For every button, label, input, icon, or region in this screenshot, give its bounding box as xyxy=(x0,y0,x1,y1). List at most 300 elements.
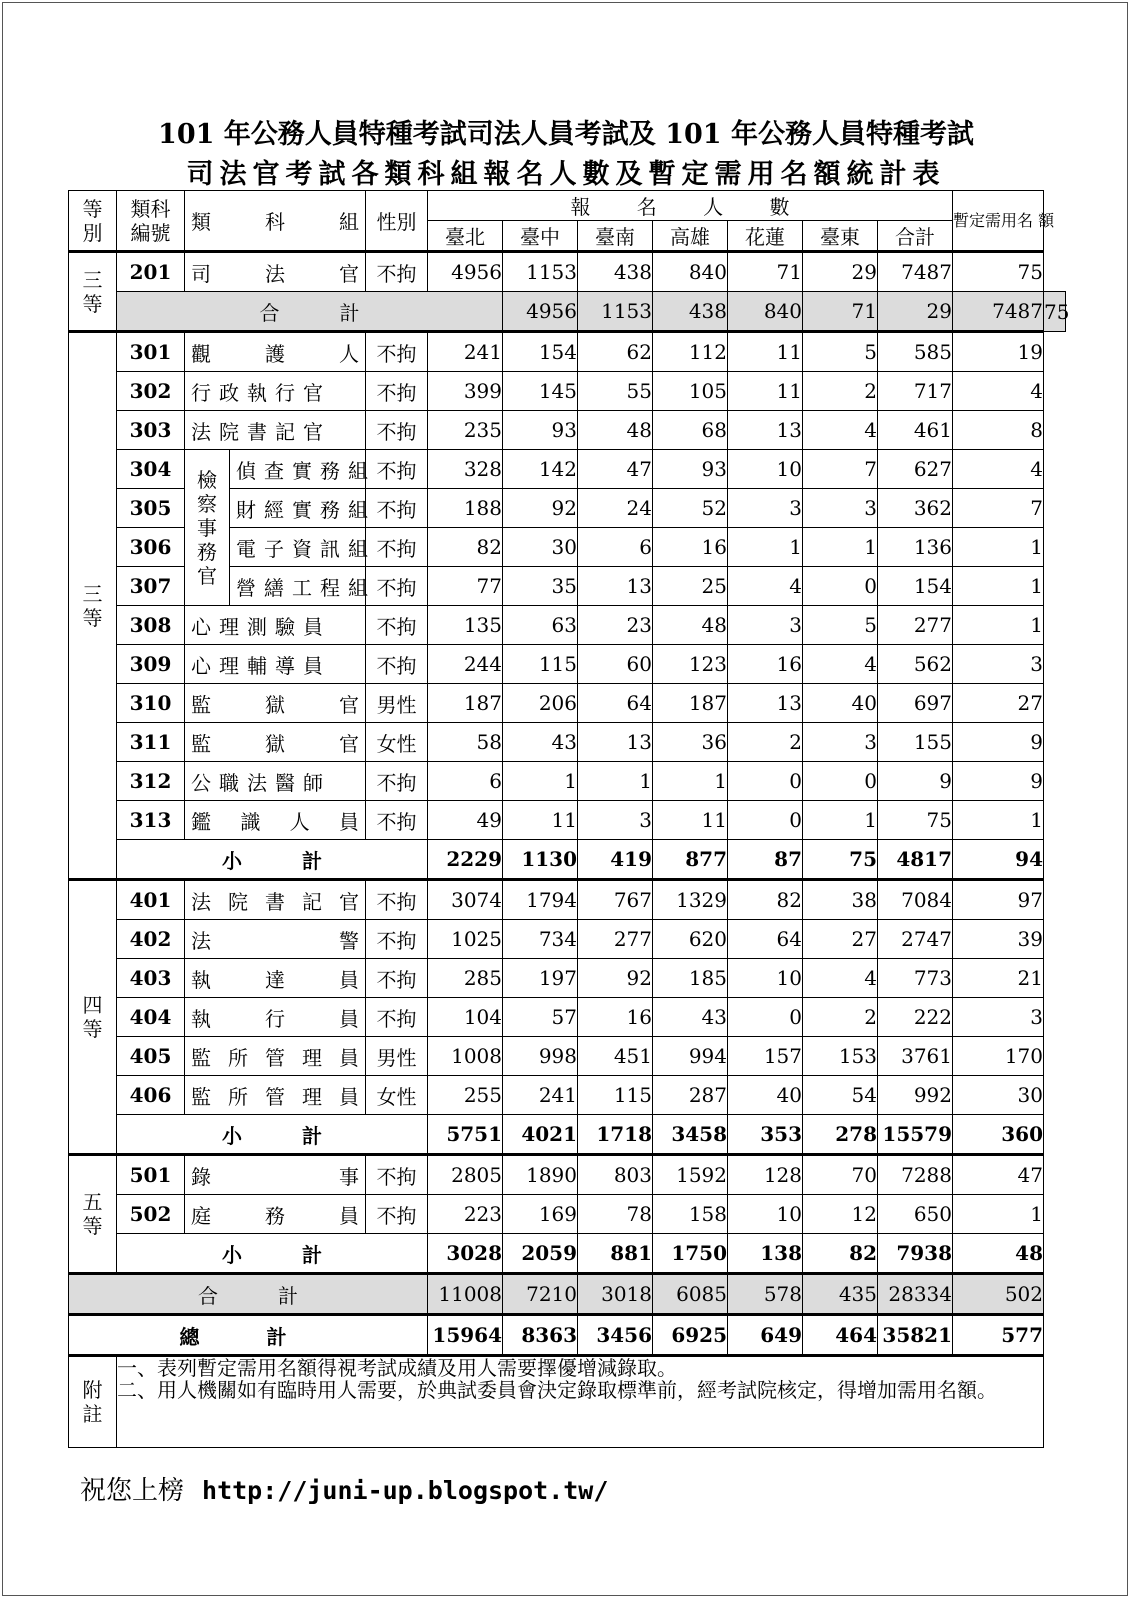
subtotal-row xyxy=(69,1234,1066,1274)
subject-name: 監 獄 官 xyxy=(185,684,366,723)
gender-cell: 不拘 xyxy=(366,920,428,959)
value-cell: 360 xyxy=(953,1115,1044,1155)
value-cell: 3761 xyxy=(878,1037,953,1076)
gender-cell: 女性 xyxy=(366,1076,428,1115)
value-cell: 135 xyxy=(428,606,503,645)
value-cell: 82 xyxy=(803,1234,878,1274)
value-cell: 97 xyxy=(953,880,1044,920)
value-cell: 155 xyxy=(878,723,953,762)
value-cell: 697 xyxy=(878,684,953,723)
header-region-kaohsiung: 高雄 xyxy=(653,221,728,252)
value-cell: 1130 xyxy=(503,840,578,880)
header-region-taichung: 臺中 xyxy=(503,221,578,252)
gender-cell: 不拘 xyxy=(366,645,428,684)
value-cell: 49 xyxy=(428,801,503,840)
gender-cell: 不拘 xyxy=(366,1195,428,1234)
subject-name: 執 行 員 xyxy=(185,998,366,1037)
value-cell: 1718 xyxy=(578,1115,653,1155)
subject-code: 402 xyxy=(117,920,185,959)
value-cell: 3 xyxy=(803,489,878,528)
value-cell: 1329 xyxy=(653,880,728,920)
gender-cell: 不拘 xyxy=(366,880,428,920)
value-cell: 4 xyxy=(953,372,1044,411)
value-cell: 562 xyxy=(878,645,953,684)
value-cell: 15964 xyxy=(428,1315,503,1356)
value-cell: 502 xyxy=(953,1274,1044,1315)
value-cell: 154 xyxy=(503,332,578,372)
header-code: 類科編號 xyxy=(117,191,185,252)
header-region-tainan: 臺南 xyxy=(578,221,653,252)
subtotal-label: 小 計 xyxy=(117,840,428,880)
value-cell: 9 xyxy=(953,723,1044,762)
value-cell: 578 xyxy=(728,1274,803,1315)
value-cell: 10 xyxy=(728,1195,803,1234)
value-cell: 4 xyxy=(803,645,878,684)
value-cell: 3 xyxy=(953,998,1044,1037)
value-cell: 222 xyxy=(878,998,953,1037)
value-cell: 16 xyxy=(728,645,803,684)
value-cell: 75 xyxy=(803,840,878,880)
value-cell: 4 xyxy=(803,959,878,998)
sum-label: 合 計 xyxy=(69,1274,428,1315)
value-cell: 71 xyxy=(803,292,878,332)
value-cell: 115 xyxy=(503,645,578,684)
value-cell: 3 xyxy=(578,801,653,840)
gender-cell: 不拘 xyxy=(366,567,428,606)
value-cell: 2805 xyxy=(428,1155,503,1195)
value-cell: 11 xyxy=(728,372,803,411)
value-cell: 0 xyxy=(728,801,803,840)
value-cell: 1025 xyxy=(428,920,503,959)
subject-code: 305 xyxy=(117,489,185,528)
value-cell: 1 xyxy=(953,528,1044,567)
gender-cell: 不拘 xyxy=(366,528,428,567)
subject-code: 309 xyxy=(117,645,185,684)
value-cell: 16 xyxy=(578,998,653,1037)
notes-text xyxy=(117,1356,1044,1448)
value-cell: 64 xyxy=(728,920,803,959)
subtotal-label: 小 計 xyxy=(117,1234,428,1274)
value-cell: 0 xyxy=(803,762,878,801)
value-cell: 39 xyxy=(953,920,1044,959)
subject-code: 310 xyxy=(117,684,185,723)
table-row xyxy=(69,1076,1066,1115)
grade-label: 三等 xyxy=(69,332,117,880)
gender-cell: 女性 xyxy=(366,723,428,762)
subject-code: 303 xyxy=(117,411,185,450)
value-cell: 71 xyxy=(728,252,803,292)
value-cell: 241 xyxy=(503,1076,578,1115)
value-cell: 7084 xyxy=(878,880,953,920)
value-cell: 451 xyxy=(578,1037,653,1076)
value-cell: 2 xyxy=(803,998,878,1037)
gender-cell: 不拘 xyxy=(366,762,428,801)
total-row xyxy=(69,292,1066,332)
value-cell: 29 xyxy=(803,252,878,292)
header-grade: 等別 xyxy=(69,191,117,252)
value-cell: 435 xyxy=(803,1274,878,1315)
value-cell: 577 xyxy=(953,1315,1044,1356)
value-cell: 881 xyxy=(578,1234,653,1274)
table-row xyxy=(69,252,1066,292)
value-cell: 105 xyxy=(653,372,728,411)
value-cell: 717 xyxy=(878,372,953,411)
value-cell: 40 xyxy=(728,1076,803,1115)
subject-name: 心理輔導員 xyxy=(185,645,366,684)
gender-cell: 不拘 xyxy=(366,372,428,411)
value-cell: 6 xyxy=(578,528,653,567)
gender-cell: 不拘 xyxy=(366,332,428,372)
grand-total-label: 總 計 xyxy=(69,1315,428,1356)
value-cell: 25 xyxy=(653,567,728,606)
value-cell: 19 xyxy=(953,332,1044,372)
value-cell: 75 xyxy=(1044,292,1066,332)
value-cell: 5751 xyxy=(428,1115,503,1155)
value-cell: 13 xyxy=(578,567,653,606)
value-cell: 1153 xyxy=(503,252,578,292)
value-cell: 840 xyxy=(728,292,803,332)
value-cell: 36 xyxy=(653,723,728,762)
value-cell: 48 xyxy=(953,1234,1044,1274)
grade-label: 三等 xyxy=(69,252,117,332)
gender-cell: 不拘 xyxy=(366,411,428,450)
table-row xyxy=(69,1037,1066,1076)
header-region-total: 合計 xyxy=(878,221,953,252)
table-row xyxy=(69,801,1066,840)
value-cell: 12 xyxy=(803,1195,878,1234)
value-cell: 4 xyxy=(728,567,803,606)
value-cell: 2059 xyxy=(503,1234,578,1274)
value-cell: 1 xyxy=(953,801,1044,840)
value-cell: 2229 xyxy=(428,840,503,880)
value-cell: 1153 xyxy=(578,292,653,332)
value-cell: 1 xyxy=(953,1195,1044,1234)
value-cell: 92 xyxy=(578,959,653,998)
subject-name: 監 所 管 理 員 xyxy=(185,1076,366,1115)
table-row xyxy=(69,920,1066,959)
value-cell: 3028 xyxy=(428,1234,503,1274)
value-cell: 187 xyxy=(428,684,503,723)
value-cell: 5 xyxy=(803,606,878,645)
value-cell: 877 xyxy=(653,840,728,880)
value-cell: 1 xyxy=(953,606,1044,645)
subject-name: 執 達 員 xyxy=(185,959,366,998)
table-row xyxy=(69,1195,1066,1234)
value-cell: 650 xyxy=(878,1195,953,1234)
value-cell: 235 xyxy=(428,411,503,450)
value-cell: 620 xyxy=(653,920,728,959)
value-cell: 773 xyxy=(878,959,953,998)
value-cell: 40 xyxy=(803,684,878,723)
value-cell: 43 xyxy=(653,998,728,1037)
note-line-2: 二、用人機關如有臨時用人需要，於典試委員會決定錄取標準前，經考試院核定，得增加需用名額。 xyxy=(117,1378,997,1402)
table-row xyxy=(69,1155,1066,1195)
value-cell: 1008 xyxy=(428,1037,503,1076)
value-cell: 27 xyxy=(803,920,878,959)
value-cell: 11 xyxy=(503,801,578,840)
value-cell: 244 xyxy=(428,645,503,684)
subject-name: 觀 護 人 xyxy=(185,332,366,372)
value-cell: 2747 xyxy=(878,920,953,959)
subject-name: 營繕工程組 xyxy=(230,567,366,606)
value-cell: 11 xyxy=(653,801,728,840)
subject-name: 公職法醫師 xyxy=(185,762,366,801)
value-cell: 1 xyxy=(953,567,1044,606)
value-cell: 3018 xyxy=(578,1274,653,1315)
notes-row xyxy=(69,1356,1066,1448)
gender-cell: 男性 xyxy=(366,684,428,723)
table-row xyxy=(69,606,1066,645)
value-cell: 92 xyxy=(503,489,578,528)
value-cell: 187 xyxy=(653,684,728,723)
value-cell: 82 xyxy=(428,528,503,567)
value-cell: 52 xyxy=(653,489,728,528)
value-cell: 287 xyxy=(653,1076,728,1115)
subject-name: 監 所 管 理 員 xyxy=(185,1037,366,1076)
table-row xyxy=(69,372,1066,411)
value-cell: 15579 xyxy=(878,1115,953,1155)
value-cell: 1 xyxy=(578,762,653,801)
subject-code: 406 xyxy=(117,1076,185,1115)
subject-code: 301 xyxy=(117,332,185,372)
value-cell: 158 xyxy=(653,1195,728,1234)
header-applicants: 報 名 人 數 xyxy=(428,191,953,221)
subject-name: 庭 務 員 xyxy=(185,1195,366,1234)
grand-total-row xyxy=(69,1315,1066,1356)
value-cell: 47 xyxy=(953,1155,1044,1195)
value-cell: 48 xyxy=(578,411,653,450)
value-cell: 241 xyxy=(428,332,503,372)
value-cell: 75 xyxy=(953,252,1044,292)
value-cell: 461 xyxy=(878,411,953,450)
value-cell: 62 xyxy=(578,332,653,372)
value-cell: 9 xyxy=(878,762,953,801)
value-cell: 7487 xyxy=(953,292,1044,332)
value-cell: 8 xyxy=(953,411,1044,450)
value-cell: 13 xyxy=(578,723,653,762)
value-cell: 1592 xyxy=(653,1155,728,1195)
header-quota: 暫定需用名 額 xyxy=(953,191,1044,252)
total-label: 合 計 xyxy=(117,292,503,332)
value-cell: 8363 xyxy=(503,1315,578,1356)
table-row xyxy=(69,959,1066,998)
table-row xyxy=(69,684,1066,723)
value-cell: 43 xyxy=(503,723,578,762)
subject-code: 308 xyxy=(117,606,185,645)
value-cell: 438 xyxy=(578,252,653,292)
value-cell: 0 xyxy=(728,762,803,801)
value-cell: 1 xyxy=(803,528,878,567)
value-cell: 1 xyxy=(803,801,878,840)
gender-cell: 不拘 xyxy=(366,801,428,840)
subject-code: 312 xyxy=(117,762,185,801)
value-cell: 353 xyxy=(728,1115,803,1155)
subtotal-row xyxy=(69,1115,1066,1155)
value-cell: 82 xyxy=(728,880,803,920)
table-row xyxy=(69,723,1066,762)
subject-code: 501 xyxy=(117,1155,185,1195)
value-cell: 48 xyxy=(653,606,728,645)
value-cell: 47 xyxy=(578,450,653,489)
footer-text: 祝您上榜 xyxy=(80,1476,185,1506)
value-cell: 277 xyxy=(878,606,953,645)
table-row xyxy=(69,411,1066,450)
value-cell: 13 xyxy=(728,684,803,723)
value-cell: 27 xyxy=(953,684,1044,723)
subject-code: 306 xyxy=(117,528,185,567)
value-cell: 585 xyxy=(878,332,953,372)
page-title-line-2: 司法官考試各類科組報名人數及暫定需用名額統計表 xyxy=(186,159,946,190)
subject-name: 法 院 書 記 官 xyxy=(185,880,366,920)
header-region-taitung: 臺東 xyxy=(803,221,878,252)
value-cell: 649 xyxy=(728,1315,803,1356)
statistics-table xyxy=(68,190,1070,1448)
table-row xyxy=(69,450,1066,489)
value-cell: 136 xyxy=(878,528,953,567)
value-cell: 1 xyxy=(653,762,728,801)
note-line-1: 一、表列暫定需用名額得視考試成績及用人需要擇優增減錄取。 xyxy=(117,1356,677,1380)
table-row xyxy=(69,762,1066,801)
subject-code: 405 xyxy=(117,1037,185,1076)
subject-code: 304 xyxy=(117,450,185,489)
subject-name: 司 法 官 xyxy=(185,252,366,292)
page-title-line-1: 101 年公務人員特種考試司法人員考試及 101 年公務人員特種考試 xyxy=(158,119,974,150)
subject-name: 心理測驗員 xyxy=(185,606,366,645)
value-cell: 4956 xyxy=(503,292,578,332)
value-cell: 93 xyxy=(503,411,578,450)
value-cell: 138 xyxy=(728,1234,803,1274)
value-cell: 734 xyxy=(503,920,578,959)
value-cell: 438 xyxy=(653,292,728,332)
subject-code: 302 xyxy=(117,372,185,411)
header-subject: 類 科 組 xyxy=(185,191,366,252)
subject-code: 401 xyxy=(117,880,185,920)
value-cell: 994 xyxy=(653,1037,728,1076)
value-cell: 123 xyxy=(653,645,728,684)
value-cell: 128 xyxy=(728,1155,803,1195)
value-cell: 223 xyxy=(428,1195,503,1234)
value-cell: 255 xyxy=(428,1076,503,1115)
value-cell: 142 xyxy=(503,450,578,489)
subject-name: 法院書記官 xyxy=(185,411,366,450)
value-cell: 64 xyxy=(578,684,653,723)
subject-code: 311 xyxy=(117,723,185,762)
subtotal-label: 小 計 xyxy=(117,1115,428,1155)
value-cell: 55 xyxy=(578,372,653,411)
value-cell: 78 xyxy=(578,1195,653,1234)
subject-code: 201 xyxy=(117,252,185,292)
footer xyxy=(80,1470,608,1507)
value-cell: 24 xyxy=(578,489,653,528)
value-cell: 68 xyxy=(653,411,728,450)
value-cell: 35821 xyxy=(878,1315,953,1356)
value-cell: 13 xyxy=(728,411,803,450)
value-cell: 2 xyxy=(803,372,878,411)
value-cell: 3 xyxy=(953,645,1044,684)
value-cell: 58 xyxy=(428,723,503,762)
value-cell: 57 xyxy=(503,998,578,1037)
value-cell: 169 xyxy=(503,1195,578,1234)
value-cell: 0 xyxy=(803,567,878,606)
subject-code: 404 xyxy=(117,998,185,1037)
value-cell: 11008 xyxy=(428,1274,503,1315)
subtotal-row xyxy=(69,840,1066,880)
footer-url: http://juni-up.blogspot.tw/ xyxy=(202,1476,609,1505)
value-cell: 197 xyxy=(503,959,578,998)
subject-name: 偵查實務組 xyxy=(230,450,366,489)
value-cell: 63 xyxy=(503,606,578,645)
value-cell: 54 xyxy=(803,1076,878,1115)
sum-row xyxy=(69,1274,1066,1315)
value-cell: 70 xyxy=(803,1155,878,1195)
value-cell: 145 xyxy=(503,372,578,411)
value-cell: 7 xyxy=(803,450,878,489)
gender-cell: 男性 xyxy=(366,1037,428,1076)
gender-cell: 不拘 xyxy=(366,252,428,292)
table-row xyxy=(69,998,1066,1037)
value-cell: 277 xyxy=(578,920,653,959)
value-cell: 362 xyxy=(878,489,953,528)
gender-cell: 不拘 xyxy=(366,606,428,645)
value-cell: 419 xyxy=(578,840,653,880)
value-cell: 185 xyxy=(653,959,728,998)
gender-cell: 不拘 xyxy=(366,959,428,998)
header-gender: 性別 xyxy=(366,191,428,252)
subject-name: 監 獄 官 xyxy=(185,723,366,762)
value-cell: 4956 xyxy=(428,252,503,292)
value-cell: 35 xyxy=(503,567,578,606)
header-region-taipei: 臺北 xyxy=(428,221,503,252)
value-cell: 154 xyxy=(878,567,953,606)
value-cell: 30 xyxy=(953,1076,1044,1115)
value-cell: 7487 xyxy=(878,252,953,292)
value-cell: 627 xyxy=(878,450,953,489)
value-cell: 4 xyxy=(953,450,1044,489)
value-cell: 7938 xyxy=(878,1234,953,1274)
value-cell: 38 xyxy=(803,880,878,920)
header-region-hualien: 花蓮 xyxy=(728,221,803,252)
value-cell: 0 xyxy=(728,998,803,1037)
value-cell: 998 xyxy=(503,1037,578,1076)
subject-code: 307 xyxy=(117,567,185,606)
value-cell: 1 xyxy=(728,528,803,567)
value-cell: 153 xyxy=(803,1037,878,1076)
subject-code: 502 xyxy=(117,1195,185,1234)
value-cell: 3456 xyxy=(578,1315,653,1356)
subject-name: 鑑 識 人 員 xyxy=(185,801,366,840)
value-cell: 29 xyxy=(878,292,953,332)
value-cell: 3 xyxy=(728,606,803,645)
value-cell: 16 xyxy=(653,528,728,567)
value-cell: 464 xyxy=(803,1315,878,1356)
value-cell: 93 xyxy=(653,450,728,489)
value-cell: 170 xyxy=(953,1037,1044,1076)
subject-code: 313 xyxy=(117,801,185,840)
gender-cell: 不拘 xyxy=(366,450,428,489)
value-cell: 3458 xyxy=(653,1115,728,1155)
value-cell: 188 xyxy=(428,489,503,528)
subject-code: 403 xyxy=(117,959,185,998)
value-cell: 7288 xyxy=(878,1155,953,1195)
value-cell: 1890 xyxy=(503,1155,578,1195)
value-cell: 5 xyxy=(803,332,878,372)
value-cell: 3074 xyxy=(428,880,503,920)
group-label: 檢察事務官 xyxy=(185,450,230,606)
value-cell: 87 xyxy=(728,840,803,880)
value-cell: 278 xyxy=(803,1115,878,1155)
value-cell: 7210 xyxy=(503,1274,578,1315)
grade-label: 五等 xyxy=(69,1155,117,1274)
